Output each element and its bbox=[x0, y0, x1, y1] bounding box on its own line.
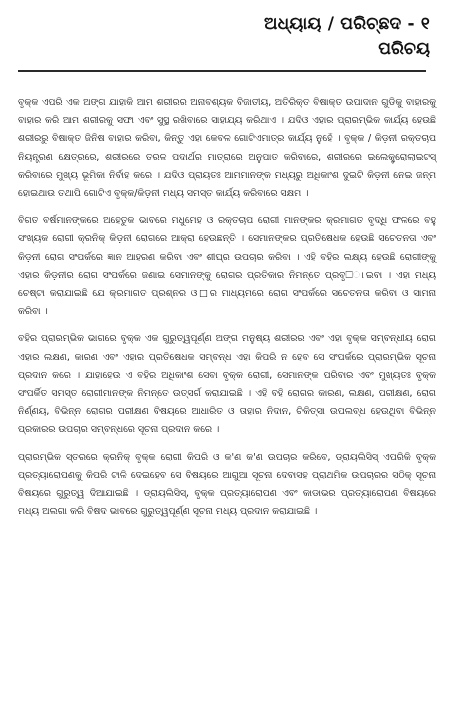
chapter-number: ଅଧ୍ୟାୟ / ପରିଚ୍ଛଦ - ୧ bbox=[263, 14, 430, 34]
header-divider bbox=[18, 70, 426, 72]
document-body bbox=[18, 94, 436, 521]
paragraph-3: ବହିର ପ୍ରାରମ୍ଭିକ ଭାଗରେ ବୃକ୍କ ଏକ ଗୁରୁତ୍ୱପୂର୍ଣ୍ଣ ଅଙ୍ଗ ମନୁଷ୍ୟ ଶରୀରର ଏବଂ ଏହା ବୃକ୍କ ସମ୍ବନ୍ଧୀୟ ରୋଗ ଏହାର ଲକ୍ଷଣ, କାରଣ ଏବଂ ଏହାର ପ୍ରତିଷେଧକ ସମ୍ବନ୍ଧ ଏହା କିପରି ନ ହେବ ସେ ସଂପର୍କରେ ପ୍ରାରମ୍ଭିକ ସୂଚନା ପ୍ରଦାନ କରେ । ଯାହାହେଉ ଏ ବହିର ଅଧିକାଂଶ ସେବା ବୃକ୍କ ରୋଗୀ, ସେମାନଙ୍କ ପରିବାର ଏବଂ ମୁଖ୍ୟତଃ ବୃକ୍କ ସଂପର୍କିତ ସମସ୍ତ ରୋଗୀମାନଙ୍କ ନିମନ୍ତେ ଉତ୍ସର୍ଗ କରାଯାଇଛି । ଏହି ବହି ରୋଗର କାରଣ, ଲକ୍ଷଣ, ପରୀକ୍ଷଣ, ରୋଗ ନିର୍ଣ୍ଣୟ, ବିଭିନ୍ନ ରୋଗର ପରୀକ୍ଷଣ ବିଷୟରେ ଆଧାରିତ ଓ ତାହାର ନିଦାନ, ଚିକିତ୍ସା ଉପଲବ୍ଧ ହେଉଥିବା ବିଭିନ୍ନ ପ୍ରକାରର ଉପଚାର ସମ୍ବନ୍ଧରେ ସୂଚନା ପ୍ରଦାନ କରେ । bbox=[18, 333, 436, 436]
paragraph-1: ବୃକ୍କ ଏପରି ଏକ ଅଙ୍ଗ ଯାହାକି ଆମ ଶରୀରର ଅନାବଶ୍ୟକ ବିଜାତୀୟ, ଅତିରିକ୍ତ ବିଷାକ୍ତ ଉପାଦାନ ଗୁଡିକୁ ବାହାରକୁ ବାହାର କରି ଆମ ଶରୀରକୁ ସଫା ଏବଂ ସୁସ୍ଥ ରଖିବାରେ ସାହାଯ୍ୟ କରିଥାଏ । ଯଦିଓ ଏହାର ପ୍ରାରମ୍ଭିକ କାର୍ଯ୍ୟ ହେଉଛି ଶରୀରରୁ ବିଷାକ୍ତ ଜିନିଷ ବାହାର କରିବା, କିନ୍ତୁ ଏହା କେବଳ ଗୋଟିଏମାତ୍ର କାର୍ଯ୍ୟ ନୁହେଁ । ବୃକ୍କ / କିଡ଼ନୀ ରକ୍ତଚାପ ନିୟନ୍ତ୍ରଣ କ୍ଷେତ୍ରରେ, ଶରୀରରେ ତରଳ ପଦାର୍ଥର ମାତ୍ରାରେ ଅନୁପାତ କରିବାରେ, ଶରୀରରେ ଇଲେକ୍ଟ୍ରୋଲାଇଟସ୍ କରିବାରେ ମୁଖ୍ୟ ଭୂମିକା ନିର୍ବାହ କରେ । ଯଦିଓ ପ୍ରାୟତଃ ଆମମାନଙ୍କ ମଧ୍ୟରୁ ଅଧିକାଂଶ ଦୁଇଟି କିଡ଼ନୀ ନେଇ ଜନ୍ମ ହୋଇଥାଉ ତଥାପି ଗୋଟିଏ ବୃକ୍କ/କିଡ଼ନୀ ମଧ୍ୟ ସମସ୍ତ କାର୍ଯ୍ୟ କରିବାରେ ସକ୍ଷମ । bbox=[18, 97, 436, 200]
chapter-header bbox=[18, 0, 436, 72]
paragraph-2: ବିଗତ ବର୍ଷମାନଙ୍କରେ ଅହେତୁକ ଭାବରେ ମଧୁମେହ ଓ ରକ୍ତଚାପ ରୋଗୀ ମାନଙ୍କର କ୍ରମାଗତ ବୃଦ୍ଧି ଫଳରେ ବହୁ ସଂଖ୍ୟକ ରୋଗୀ କ୍ରନିକ୍ କିଡ଼ନୀ ରୋଗରେ ଆକ୍ରା ହେଉଛନ୍ତି । ସେମାନଙ୍କର ପ୍ରତିଷେଧକ ହେଉଛି ସଚେତନତା ଏବଂ କିଡ଼ନୀ ରୋଗ ସଂପର୍କରେ ଜ୍ଞାନ ଆହରଣ କରିବା ଏବଂ ଶୀଘ୍ର ଉପଚାର କରିବା । ଏହି ବହିର ଲକ୍ଷ୍ୟ ହେଉଛି ରୋଗୀଙ୍କୁ ଏହାର କିଡ଼ନୀର ରୋଗ ସଂପର୍କରେ ଜଣାଇ ସେମାନଙ୍କୁ ରୋଗର ପ୍ରତିକାର ନିମନ୍ତେ ପ୍ରବୃ□ାଇବା । ଏହା ମଧ୍ୟ ଚେଷ୍ଟା କରାଯାଇଛି ଯେ କ୍ରମାଗତ ପ୍ରଶ୍ନର ଓ□ର ମାଧ୍ୟମରେ ରୋଗ ସଂପର୍କରେ ସଚେତନତା କରିବା ଓ ସାମନା କରିବା । bbox=[18, 215, 436, 318]
paragraph-4: ପ୍ରାରମ୍ଭିକ ସ୍ତରରେ କ୍ରନିକ୍ ବୃକ୍କ ରୋଗୀ କିପରି ଓ କ'ଣ କ'ଣ ଉପଚାର କରିବେ, ଡ୍ରାୟଲିସିସ୍ ଏପରିକି ବୃକ୍କ ପ୍ରତ୍ୟାରୋପଣକୁ କିପରି ଟାଳି ଦେଇହେବ ସେ ବିଷୟରେ ଆଗୁଆ ସୂଚନା ଦେବାସହ ପ୍ରାଥମିକ ଉପଚାରର ସଠିକ୍ ସୂଚନା ବିଷୟରେ ଗୁରୁତ୍ୱ ଦିଆଯାଇଛି । ଡ୍ରାୟଲିସିସ୍, ବୃକ୍କ ପ୍ରତ୍ୟାରୋପଣ ଏବଂ କାଡାଭର ପ୍ରତ୍ୟାରୋପଣ ବିଷୟରେ ମଧ୍ୟ ଅଲଗା କରି ବିଷଦ ଭାବରେ ଗୁରୁତ୍ୱପୂର୍ଣ୍ଣ ସୂଚନା ମଧ୍ୟ ପ୍ରଦାନ କରାଯାଇଛି । bbox=[18, 451, 436, 518]
chapter-title: ପରିଚୟ bbox=[378, 39, 430, 59]
